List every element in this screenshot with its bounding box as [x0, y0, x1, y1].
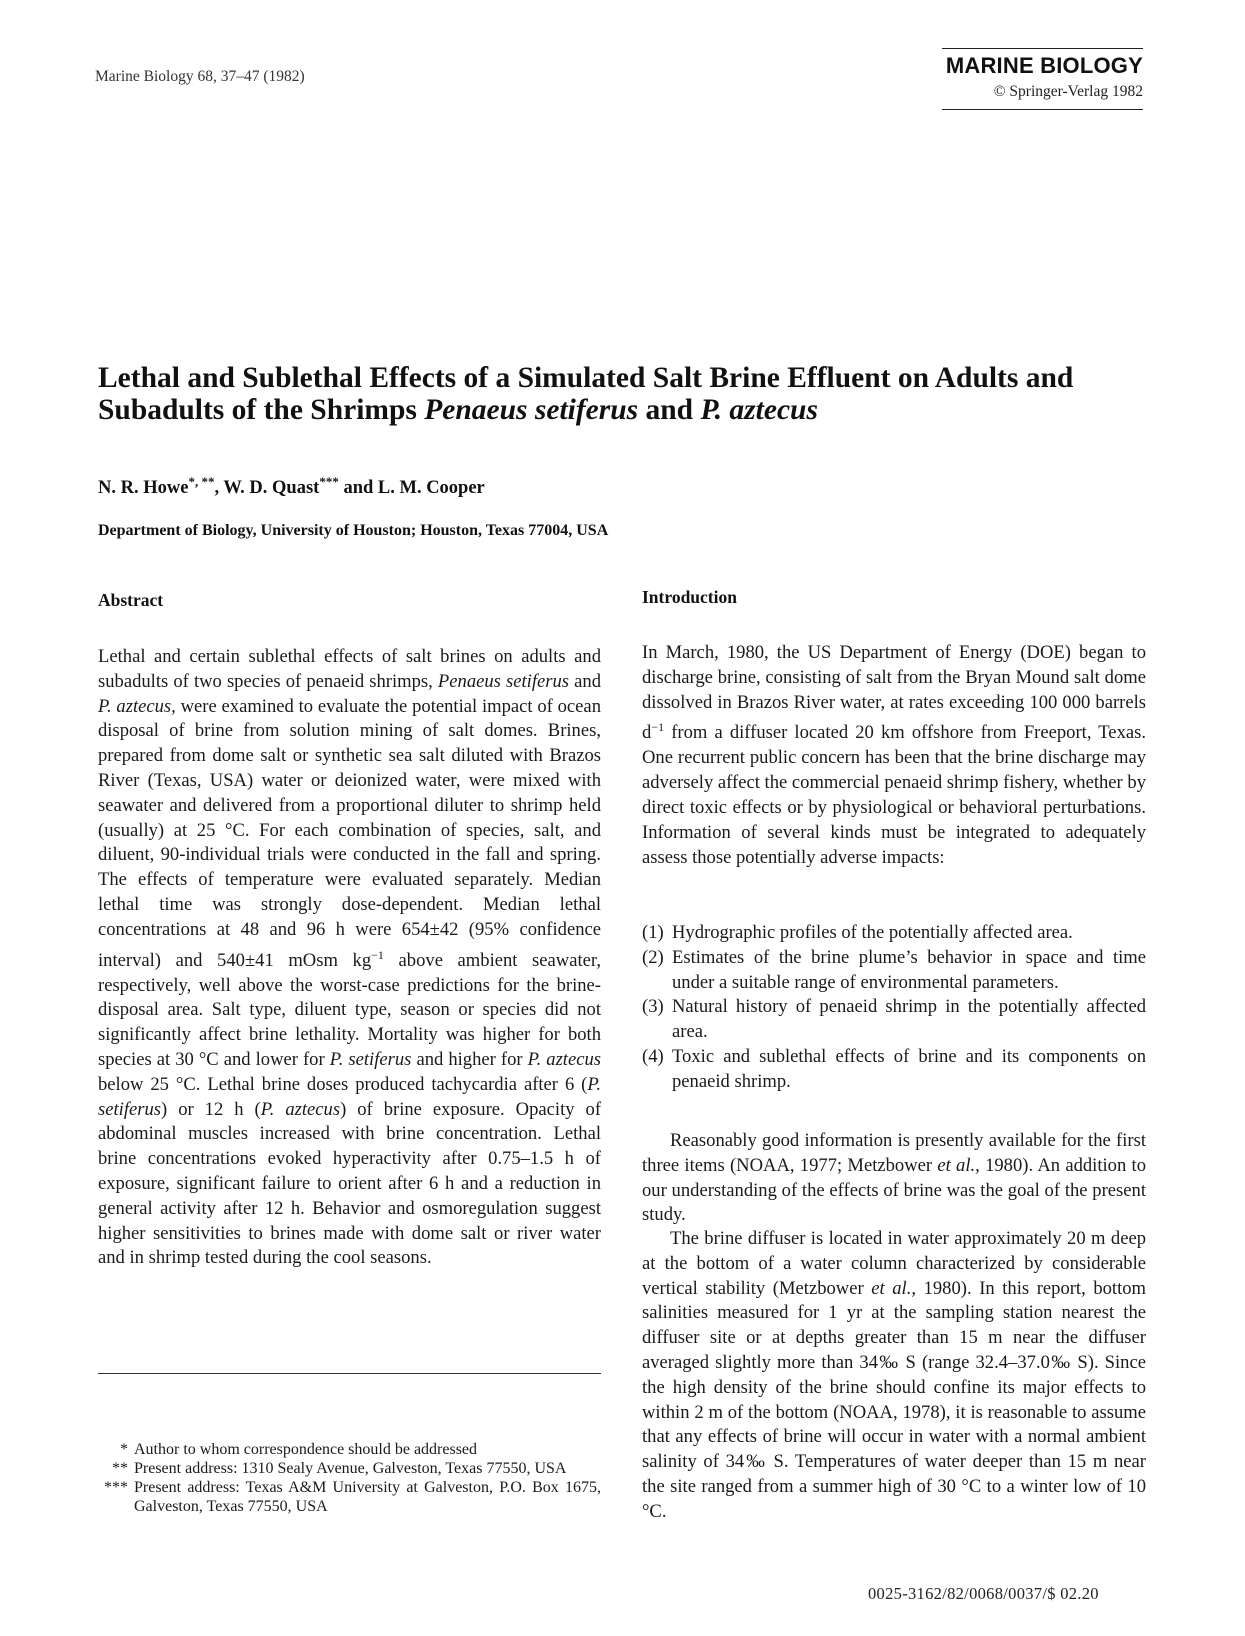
paper-title	[98, 362, 1158, 427]
abstract-species: P. setiferus	[98, 1073, 601, 1120]
footnote	[98, 1478, 601, 1516]
intro-text: The brine diffuser is located in water approximately 20 m deep at the bottom of a water column characterized by considerable vertical stability (Metzbower	[642, 1228, 1146, 1299]
title-line-1: Lethal and Sublethal Effects of a Simulated Salt Brine Effluent on Adults and	[98, 362, 1074, 394]
abstract-text: and	[569, 670, 601, 692]
abstract-text: and higher for	[411, 1048, 528, 1070]
abstract-body	[98, 645, 601, 1271]
introduction-list	[642, 921, 1146, 1095]
abstract-text: ) of brine exposure. Opacity of abdominal muscles increased with brine concentration. Lethal brine concentrations evoked hyperactivity after 0.75–1.5 h of exposure, significant failure to orient after 6 h and a reduction in general activity after 12 h. Behavior and osmoregulation suggest higher sensitivities to brines made with dome salt or river water and in shrimp tested during the cool seasons.	[98, 1098, 602, 1269]
list-item	[642, 946, 1146, 996]
list-item	[642, 921, 1146, 946]
introduction-paragraph-1	[642, 641, 1146, 870]
abstract-heading: Abstract	[98, 590, 164, 610]
abstract-superscript: −1	[371, 947, 384, 962]
intro-etal: et al.,	[937, 1154, 980, 1176]
list-item	[642, 995, 1146, 1045]
introduction-paragraph-2	[642, 1129, 1146, 1228]
author-2: , W. D. Quast	[214, 478, 320, 499]
intro-text: Reasonably good information is presently available for the first three items (NOAA, 1977; Metzbower	[642, 1130, 1146, 1176]
intro-text: from a diffuser located 20 km offshore from Freeport, Texas. One recurrent public concern has been that the brine discharge may adversely affect the commercial penaeid shrimp fishery, whether by direct toxic effects or by physiological or behavioral perturbations. Information of several kinds must be integrated to adequately assess those potentially adverse impacts:	[642, 722, 1146, 868]
list-item-text: Hydrographic profiles of the potentially affected area.	[672, 922, 1073, 943]
affiliation: Department of Biology, University of Houston; Houston, Texas 77004, USA	[98, 522, 609, 539]
journal-name: MARINE BIOLOGY	[945, 53, 1143, 78]
journal-citation: Marine Biology 68, 37–47 (1982)	[95, 68, 305, 85]
footnotes	[98, 1440, 601, 1516]
abstract-species: P. aztecus	[527, 1048, 602, 1070]
list-item-number: (2)	[642, 946, 664, 968]
footnote-divider	[98, 1373, 601, 1374]
abstract-text: Lethal and certain sublethal effects of salt brines on adults and subadults of two species of penaeid shrimps,	[98, 646, 601, 692]
list-item-text: Estimates of the brine plume’s behavior in space and time under a suitable range of environmental parameters.	[672, 946, 1146, 993]
abstract-species: P. setiferus	[329, 1048, 412, 1070]
footnote-mark: **	[112, 1460, 128, 1477]
title-and: and	[638, 394, 701, 427]
author-1: N. R. Howe	[98, 478, 189, 499]
abstract-text: below 25 °C. Lethal brine doses produced tachycardia after 6 (	[98, 1073, 588, 1095]
author-2-marks: ***	[319, 474, 339, 489]
abstract-text: were examined to evaluate the potential impact of ocean disposal of brine from solution mining of salt domes. Brines, prepared from dome salt or synthetic sea salt diluted with Brazos River (Texas, USA) water or deionized water, were mixed with seawater and delivered from a proportional diluter to shrimp held (usually) at 25 °C. For each combination of species, salt, and diluent, 90-individual trials were conducted in the fall and spring. The effects of temperature were evaluated separately. Median lethal time was strongly dose-dependent. Median lethal concentrations at 48 and 96 h were 654±42 (95% confidence interval) and 540±41 mOsm kg	[98, 695, 601, 971]
abstract-species: Penaeus setiferus	[437, 670, 570, 692]
abstract-species: P. aztecus	[260, 1098, 341, 1120]
title-line-2-prefix: Subadults of the Shrimps	[98, 394, 425, 427]
journal-copyright: © Springer-Verlag 1982	[993, 83, 1143, 101]
footnote	[98, 1440, 601, 1459]
footnote-text: Present address: 1310 Sealy Avenue, Galveston, Texas 77550, USA	[134, 1460, 567, 1477]
intro-etal: et al.,	[871, 1277, 917, 1299]
intro-superscript: −1	[651, 720, 665, 735]
title-species-1: Penaeus setiferus	[424, 394, 639, 427]
intro-text: In March, 1980, the US Department of Energy (DOE) began to discharge brine, consisting of salt from the Bryan Mound salt dome dissolved in Brazos River water, at rates exceeding 100 000 barrels d	[642, 642, 1146, 744]
abstract-text: ) or 12 h (	[161, 1098, 261, 1120]
list-item-number: (1)	[642, 922, 664, 943]
author-1-marks: *, **	[188, 474, 215, 489]
author-list	[98, 474, 485, 499]
author-3: and L. M. Cooper	[338, 478, 485, 499]
list-item-number: (4)	[642, 1045, 664, 1067]
abstract-text: above ambient seawater, respectively, well above the worst-case predictions for the brine-disposal area. Salt type, diluent type, season or species did not significantly affect brine lethality. Mortality was higher for both species at 30 °C and lower for	[98, 949, 601, 1070]
footnote-text: Present address: Texas A&M University at Galveston, P.O. Box 1675, Galveston, Texas 77550, USA	[134, 1479, 601, 1515]
abstract-species: P. aztecus,	[98, 695, 176, 717]
list-item	[642, 1045, 1146, 1095]
footnote	[98, 1459, 601, 1478]
footnote-mark: *	[120, 1441, 128, 1458]
journal-masthead	[942, 48, 1143, 110]
intro-text: 1980). An addition to our understanding of the effects of brine was the goal of the present study.	[642, 1154, 1147, 1226]
list-item-text: Natural history of penaeid shrimp in the potentially affected area.	[672, 996, 1146, 1043]
introduction-heading: Introduction	[642, 587, 737, 607]
list-item-text: Toxic and sublethal effects of brine and its components on penaeid shrimp.	[672, 1045, 1146, 1092]
list-item-number: (3)	[642, 996, 664, 1018]
article-code: 0025-3162/82/0068/0037/$ 02.20	[868, 1584, 1099, 1603]
introduction-paragraph-3	[642, 1227, 1146, 1525]
footnote-mark: ***	[104, 1479, 128, 1496]
footnote-text: Author to whom correspondence should be addressed	[134, 1441, 478, 1458]
title-species-2: P. aztecus	[700, 394, 818, 427]
intro-text: 1980). In this report, bottom salinities measured for 1 yr at the sampling station nearest the diffuser site or at depths greater than 15 m near the diffuser averaged slightly more than 34‰ S (range 32.4–37.0‰ S). Since the high density of the brine should confine its major effects to within 2 m of the bottom (NOAA, 1978), it is reasonable to assume that any effects of brine will occur in water with a normal ambient salinity of 34‰ S. Temperatures of water deeper than 15 m near the site ranged from a summer high of 30 °C to a winter low of 10 °C.	[642, 1277, 1147, 1522]
